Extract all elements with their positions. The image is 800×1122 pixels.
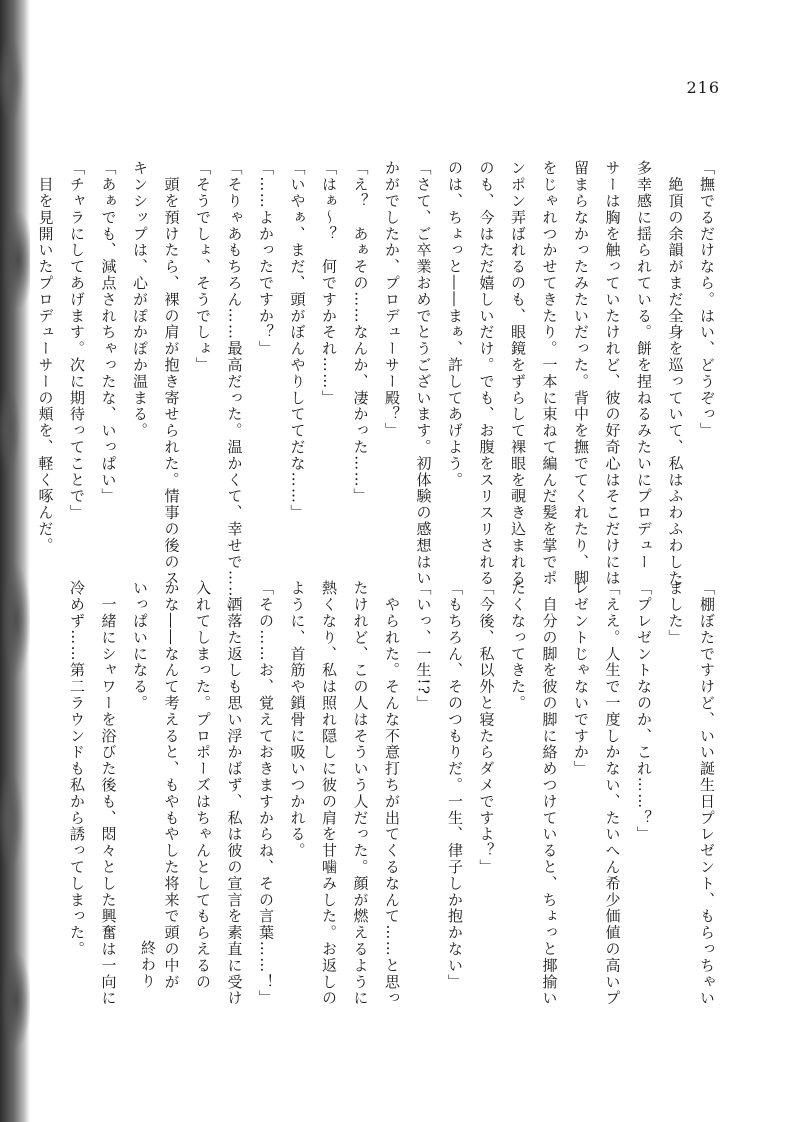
text-column: 「撫でるだけなら。はい、どうぞっ」 bbox=[698, 160, 716, 439]
text-column: 自分の脚を彼の脚に絡めつけていると、ちょっと揶揄い bbox=[540, 580, 559, 1007]
text-column: ように、首筋や鎖骨に吸いつかれる。 bbox=[288, 580, 307, 859]
text-column: 洒落た返しも思い浮かばず、私は彼の宣言を素直に受け bbox=[225, 580, 244, 1007]
page-edge-shadow bbox=[0, 0, 30, 1122]
text-column: のも、今はただ嬉しいだけ。でも、お腹をスリスリされる bbox=[477, 160, 496, 587]
text-column: サーは胸を触っていたけれど、彼の好奇心はそこだけには bbox=[603, 160, 622, 587]
text-column: のは、ちょっと――まぁ、許してあげよう。 bbox=[446, 160, 464, 488]
text-column: 「そうでしょ、そうでしょ」 bbox=[194, 160, 212, 374]
text-column: たくなってきた。 bbox=[509, 580, 527, 712]
text-column: 「いっ、一生!?」 bbox=[414, 580, 433, 712]
text-column: 「その……お、覚えておきますからね、その言葉……！」 bbox=[257, 580, 275, 1007]
text-column: 目を見開いたプロデューサーの頬を、軽く啄んだ。 bbox=[36, 160, 55, 554]
text-column: 絶頂の余韻がまだ全身を巡っていて、私はふわふわした bbox=[666, 160, 685, 587]
text-column: 入れてしまった。プロポーズはちゃんとしてもらえるの bbox=[194, 580, 212, 990]
text-column: 「さて、ご卒業おめでとうございます。初体験の感想はい bbox=[414, 160, 433, 587]
ending-label: 終わり bbox=[139, 940, 157, 990]
text-column: 留まらなかったみたいだった。背中を撫でてくれたり、脚 bbox=[572, 160, 590, 587]
text-column: 「今後、私以外と寝たらダメですよ？」 bbox=[477, 580, 496, 876]
text-column: 多幸感に揺られている。餅を捏ねるみたいにプロデュー bbox=[635, 160, 653, 570]
page-number: 216 bbox=[686, 78, 720, 97]
text-column: 「プレゼントなのか、これ……？」 bbox=[635, 580, 653, 843]
text-column: 冷めず……第二ラウンドも私から誘ってしまった。 bbox=[68, 580, 86, 958]
text-column: 「そりゃあもちろん……最高だった。温かくて、幸せで……」 bbox=[225, 160, 244, 620]
text-column: キンシップは、心がぽかぽか温まる。 bbox=[131, 160, 149, 439]
text-column: かな――なんて考えると、もやもやした将来で頭の中が bbox=[162, 580, 181, 990]
text-column: ました」 bbox=[666, 580, 685, 646]
text-column: 「いやぁ、まだ、頭がぼんやりしててだな……」 bbox=[288, 160, 307, 521]
text-column: 「ええ。人生で一度しかない、たいへん希少価値の高いプ bbox=[603, 580, 622, 1007]
text-column: 「……よかったですか？」 bbox=[257, 160, 275, 357]
lower-text-block bbox=[61, 580, 723, 1007]
text-column: 「棚ぼたですけど、いい誕生日プレゼント、もらっちゃい bbox=[698, 580, 716, 1007]
text-column: 「あぁでも、減点されちゃったな、いっぱい」 bbox=[99, 160, 118, 505]
text-column: 「もちろん、そのつもりだ。一生、律子しか抱かない」 bbox=[446, 580, 464, 990]
text-column: 頭を預けたら、裸の肩が抱き寄せられた。情事の後のス bbox=[162, 160, 181, 587]
text-column: やられた。そんな不意打ちが出てくるなんて……と思っ bbox=[383, 580, 401, 1007]
text-column: をじゃれつかせてきたり。一本に束ねて編んだ髪を掌でポ bbox=[540, 160, 559, 587]
text-column: ンポン弄ばれるのも、眼鏡をずらして裸眼を覗き込まれる bbox=[509, 160, 527, 587]
text-column: いっぱいになる。 bbox=[131, 580, 149, 712]
text-column: 「チャラにしてあげます。次に期待ってことで」 bbox=[68, 160, 86, 521]
text-column: レゼントじゃないですか」 bbox=[572, 580, 590, 777]
text-column: 「え？ あぁその……なんか、凄かった……」 bbox=[351, 160, 370, 505]
text-column: かがでしたか、プロデューサー殿？」 bbox=[383, 160, 401, 439]
text-column: たけれど、この人はそういう人だった。顔が燃えるように bbox=[351, 580, 370, 1007]
text-column: 一緒にシャワーを浴びた後も、悶々とした興奮は一向に bbox=[99, 580, 118, 1007]
text-column: 「はぁ〜？ 何ですかそれ……」 bbox=[320, 160, 338, 406]
text-column: 熱くなり、私は照れ隠しに彼の肩を甘噛みした。お返しの bbox=[320, 580, 338, 1007]
